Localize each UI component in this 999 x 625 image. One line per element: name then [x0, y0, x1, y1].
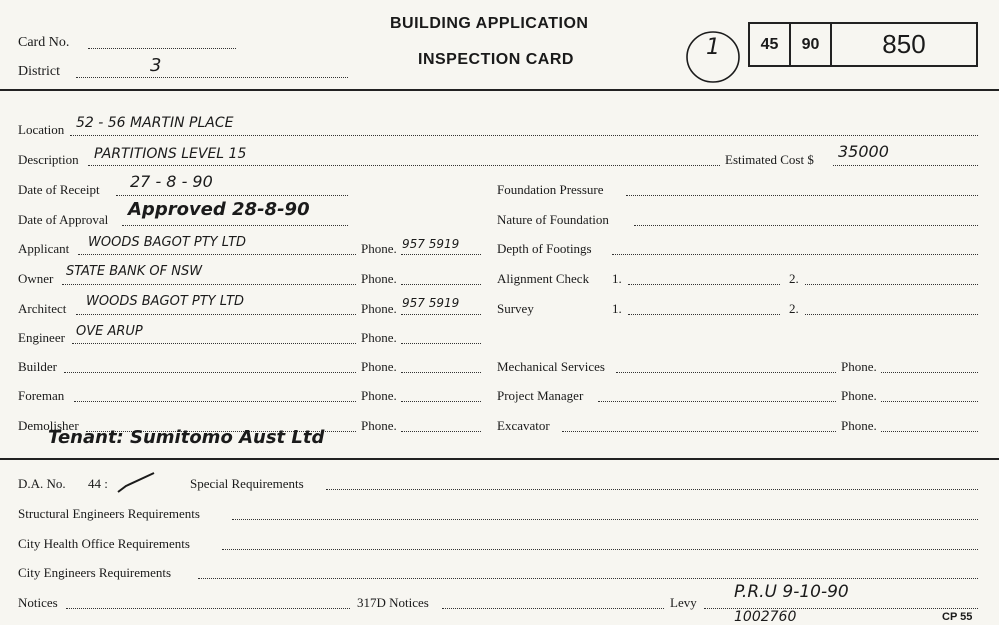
da-no-label: D.A. No. — [18, 476, 66, 491]
mechanical-phone-line[interactable] — [881, 372, 978, 373]
architect-value: WOODS BAGOT PTY LTD — [86, 294, 245, 309]
builder-phone-label: Phone. — [361, 359, 397, 374]
estimated-cost-value: 35000 — [838, 142, 889, 161]
mechanical-label: Mechanical Services — [497, 359, 605, 374]
builder-label: Builder — [18, 359, 57, 374]
project-manager-label: Project Manager — [497, 388, 584, 403]
levy-label: Levy — [670, 595, 697, 610]
alignment-check-2-line[interactable] — [805, 284, 978, 285]
alignment-check-1-line[interactable] — [628, 284, 780, 285]
ref-box-3: 850 — [830, 22, 978, 67]
date-approval-label: Date of Approval — [18, 212, 109, 227]
city-engineers-label: City Engineers Requirements — [18, 565, 172, 580]
da-tick-icon — [114, 470, 158, 496]
foreman-line[interactable] — [74, 401, 356, 402]
description-line[interactable] — [88, 165, 720, 166]
owner-phone-line[interactable] — [401, 284, 481, 285]
foreman-phone-label: Phone. — [361, 388, 397, 403]
levy-value: P.R.U 9-10-90 — [734, 582, 849, 602]
architect-label: Architect — [18, 301, 67, 316]
description-label: Description — [18, 152, 79, 167]
alignment-check-2-label: 2. — [789, 271, 799, 286]
ref-box-1: 45 — [748, 22, 791, 67]
foundation-pressure-line[interactable] — [626, 195, 978, 196]
requirements-divider — [0, 458, 999, 460]
engineer-label: Engineer — [18, 330, 65, 345]
notices-317d-line[interactable] — [442, 608, 664, 609]
health-label: City Health Office Requirements — [18, 536, 190, 551]
applicant-value: WOODS BAGOT PTY LTD — [88, 235, 247, 250]
applicant-phone-label: Phone. — [361, 241, 397, 256]
date-receipt-line[interactable] — [116, 195, 348, 196]
special-requirements-line[interactable] — [326, 489, 978, 490]
project-manager-phone-label: Phone. — [841, 388, 877, 403]
engineer-phone-label: Phone. — [361, 330, 397, 345]
header-divider — [0, 89, 999, 91]
excavator-line[interactable] — [562, 431, 836, 432]
ref-box-2: 90 — [789, 22, 832, 67]
nature-foundation-line[interactable] — [634, 225, 978, 226]
city-engineers-line[interactable] — [198, 578, 978, 579]
date-receipt-label: Date of Receipt — [18, 182, 100, 197]
alignment-check-1-label: 1. — [612, 271, 622, 286]
depth-footings-label: Depth of Footings — [497, 241, 592, 256]
architect-line[interactable] — [76, 314, 356, 315]
foundation-pressure-label: Foundation Pressure — [497, 182, 604, 197]
description-value: PARTITIONS LEVEL 15 — [94, 146, 247, 162]
owner-phone-label: Phone. — [361, 271, 397, 286]
owner-label: Owner — [18, 271, 54, 286]
survey-2-line[interactable] — [805, 314, 978, 315]
structural-label: Structural Engineers Requirements — [18, 506, 200, 521]
form-title-line1: BUILDING APPLICATION — [390, 15, 589, 32]
mechanical-line[interactable] — [616, 372, 836, 373]
excavator-phone-label: Phone. — [841, 418, 877, 433]
owner-line[interactable] — [62, 284, 356, 285]
survey-2-label: 2. — [789, 301, 799, 316]
form-title-line2: INSPECTION CARD — [418, 51, 574, 68]
excavator-label: Excavator — [497, 418, 550, 433]
structural-line[interactable] — [232, 519, 978, 520]
location-value: 52 - 56 MARTIN PLACE — [76, 115, 234, 131]
special-requirements-label: Special Requirements — [190, 476, 304, 491]
alignment-check-label: Alignment Check — [497, 271, 590, 286]
notices-317d-label: 317D Notices — [357, 595, 429, 610]
builder-line[interactable] — [64, 372, 356, 373]
architect-phone-line[interactable] — [401, 314, 481, 315]
demolisher-phone-label: Phone. — [361, 418, 397, 433]
architect-phone-label: Phone. — [361, 301, 397, 316]
location-line[interactable] — [70, 135, 978, 136]
engineer-phone-line[interactable] — [401, 343, 481, 344]
applicant-phone-value: 957 5919 — [402, 237, 460, 251]
district-label: District — [18, 64, 60, 79]
form-code: CP 55 — [942, 611, 973, 623]
demolisher-label: Demolisher — [18, 418, 79, 433]
district-value: 3 — [150, 55, 162, 76]
estimated-cost-label: Estimated Cost $ — [725, 152, 814, 167]
mechanical-phone-label: Phone. — [841, 359, 877, 374]
applicant-phone-line[interactable] — [401, 254, 481, 255]
circled-mark: 1 — [706, 35, 720, 60]
survey-label: Survey — [497, 301, 534, 316]
estimated-cost-line[interactable] — [833, 165, 978, 166]
nature-foundation-label: Nature of Foundation — [497, 212, 609, 227]
card-no-line[interactable] — [88, 48, 236, 49]
survey-1-line[interactable] — [628, 314, 780, 315]
applicant-line[interactable] — [78, 254, 356, 255]
engineer-value: OVE ARUP — [76, 324, 143, 339]
builder-phone-line[interactable] — [401, 372, 481, 373]
engineer-line[interactable] — [72, 343, 356, 344]
foreman-label: Foreman — [18, 388, 65, 403]
levy-ref: 1002760 — [734, 609, 797, 625]
date-approval-value: Approved 28-8-90 — [128, 199, 310, 220]
demolisher-phone-line[interactable] — [401, 431, 481, 432]
district-line[interactable] — [76, 77, 348, 78]
applicant-label: Applicant — [18, 241, 70, 256]
project-manager-phone-line[interactable] — [881, 401, 978, 402]
excavator-phone-line[interactable] — [881, 431, 978, 432]
card-no-label: Card No. — [18, 35, 70, 50]
foreman-phone-line[interactable] — [401, 401, 481, 402]
notices-line[interactable] — [66, 608, 350, 609]
da-no-value: 44 : — [88, 476, 108, 491]
survey-1-label: 1. — [612, 301, 622, 316]
notices-label: Notices — [18, 595, 58, 610]
depth-footings-line[interactable] — [612, 254, 978, 255]
date-receipt-value: 27 - 8 - 90 — [130, 172, 213, 191]
owner-value: STATE BANK OF NSW — [66, 264, 203, 279]
date-approval-line[interactable] — [122, 225, 348, 226]
location-label: Location — [18, 122, 65, 137]
architect-phone-value: 957 5919 — [402, 296, 460, 310]
project-manager-line[interactable] — [598, 401, 836, 402]
tenant-note: Tenant: Sumitomo Aust Ltd — [48, 427, 325, 448]
health-line[interactable] — [222, 549, 978, 550]
